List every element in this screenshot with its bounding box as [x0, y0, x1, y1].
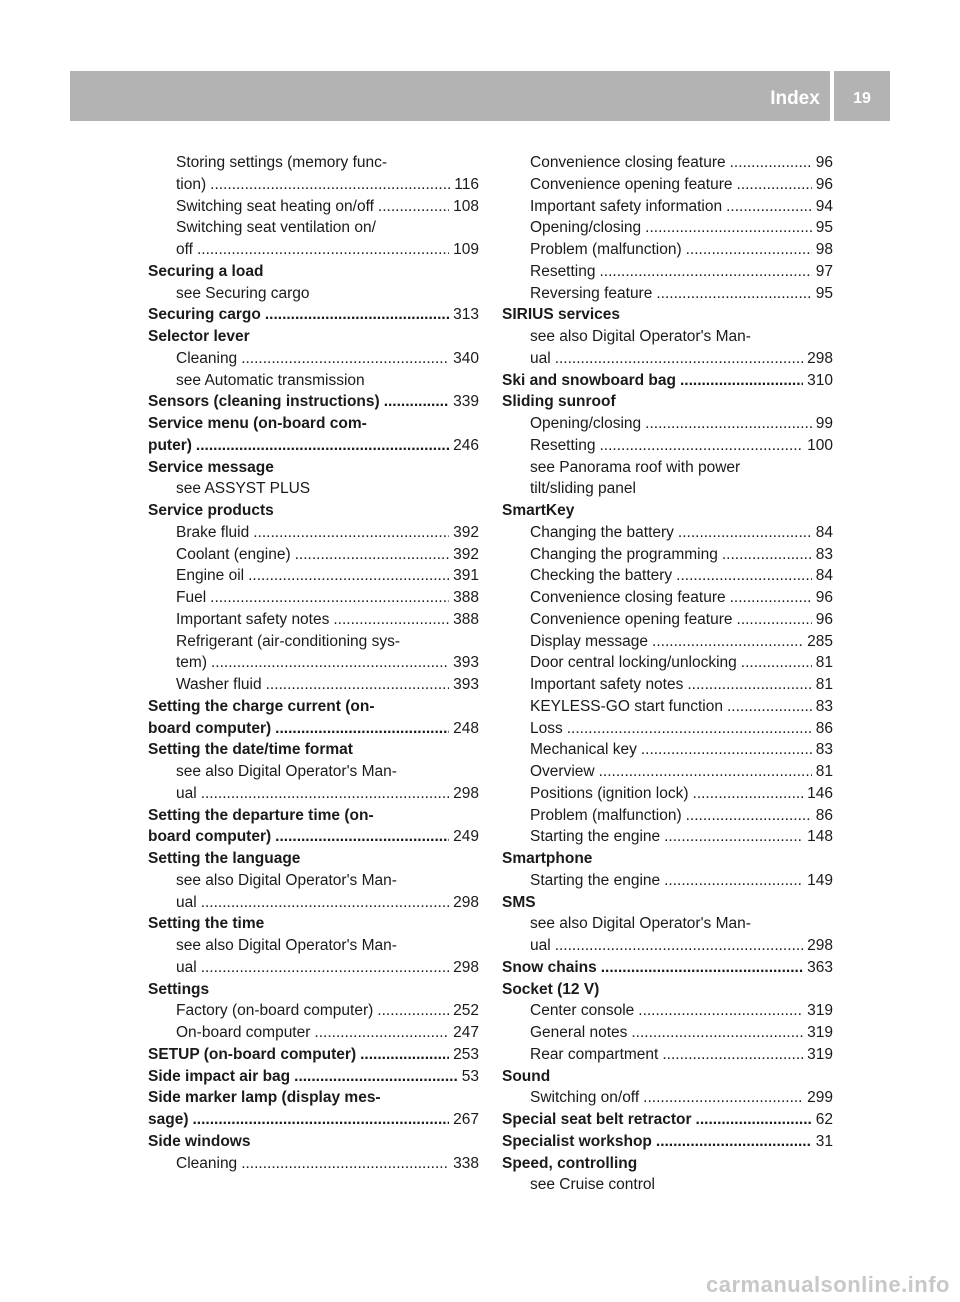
- index-entry: [148, 304, 479, 326]
- entry-text: Important safety notes: [530, 676, 684, 693]
- index-entry: Refrigerant (air-conditioning sys-: [176, 632, 400, 650]
- dot-leader: [687, 674, 811, 696]
- entry-text: Problem (malfunction): [530, 241, 682, 258]
- index-entry: Selector lever: [148, 328, 250, 345]
- index-entry: [502, 196, 833, 218]
- index-entry: see also Digital Operator's Man-: [176, 763, 397, 780]
- entry-page: 388: [453, 589, 479, 606]
- index-entry: [502, 957, 833, 979]
- entry-text: ual: [176, 784, 197, 802]
- entry-text: Convenience opening feature: [530, 175, 733, 193]
- entry-text: Special seat belt retractor: [502, 1111, 692, 1128]
- entry-page: 116: [454, 175, 479, 193]
- entry-text: Positions (ignition lock): [530, 784, 689, 802]
- dot-leader: [741, 652, 812, 674]
- index-entry: see also Digital Operator's Man-: [176, 937, 397, 954]
- index-entry: [502, 826, 833, 848]
- entry-text: KEYLESS-GO start function: [530, 697, 723, 715]
- entry-text: Cleaning: [176, 349, 238, 367]
- index-entry: see ASSYST PLUS: [176, 480, 311, 498]
- entry-page: 393: [453, 676, 479, 693]
- index-entry: [148, 565, 479, 587]
- index-entry: Sliding sunroof: [502, 393, 616, 411]
- index-entry: [502, 1044, 833, 1066]
- index-entry: [148, 892, 479, 914]
- index-entry: [502, 152, 833, 174]
- index-entry: Setting the date/time format: [148, 741, 353, 759]
- index-entry: [502, 283, 833, 305]
- entry-page: 248: [453, 719, 479, 737]
- entry-page: 249: [453, 828, 479, 846]
- index-entry: [148, 239, 479, 261]
- dot-leader: [201, 957, 449, 979]
- entry-text: ual: [530, 937, 551, 954]
- index-entry: Sound: [502, 1067, 551, 1085]
- index-entry: [502, 674, 833, 696]
- index-entry: SIRIUS services: [502, 306, 621, 324]
- entry-page: 339: [453, 393, 479, 411]
- entry-page: 298: [453, 784, 479, 802]
- index-entry: [148, 1066, 479, 1088]
- index-entry: Smartphone: [502, 850, 593, 867]
- dot-leader: [555, 348, 803, 370]
- index-entry: [148, 609, 479, 631]
- index-entry: [502, 587, 833, 609]
- entry-page: 84: [815, 523, 833, 541]
- entry-text: Important safety information: [530, 197, 723, 215]
- entry-page: 392: [453, 523, 479, 541]
- dot-leader: [193, 1109, 450, 1131]
- dot-leader: [248, 565, 449, 587]
- entry-page: 94: [815, 197, 833, 215]
- index-entry: Switching seat ventilation on/: [176, 219, 376, 237]
- entry-text: On-board computer: [176, 1024, 311, 1041]
- dot-leader: [314, 1022, 449, 1044]
- entry-text: Important safety notes: [176, 610, 330, 628]
- entry-page: 109: [453, 241, 479, 258]
- dot-leader: [599, 761, 812, 783]
- entry-page: 319: [807, 1002, 833, 1020]
- index-entry: [502, 370, 833, 392]
- index-entry: see Securing cargo: [176, 284, 310, 302]
- index-entry: see also Digital Operator's Man-: [530, 915, 751, 933]
- entry-text: Mechanical key: [530, 741, 637, 759]
- dot-leader: [599, 261, 811, 283]
- dot-leader: [730, 587, 812, 609]
- entry-text: board computer): [148, 828, 272, 846]
- dot-leader: [201, 892, 449, 914]
- index-entry: Service message: [148, 458, 274, 476]
- index-entry: see also Digital Operator's Man-: [176, 871, 397, 889]
- dot-leader: [360, 1044, 449, 1066]
- index-entry: [502, 805, 833, 827]
- entry-text: Switching on/off: [530, 1089, 640, 1107]
- dot-leader: [196, 435, 449, 457]
- dot-leader: [664, 870, 803, 892]
- dot-leader: [201, 783, 449, 805]
- index-entry: Setting the language: [148, 850, 301, 867]
- dot-leader: [737, 174, 812, 196]
- index-entry: [502, 1087, 833, 1109]
- index-entry: Service products: [148, 502, 274, 519]
- entry-page: 298: [453, 893, 479, 911]
- index-entry: [148, 391, 479, 413]
- entry-text: Convenience closing feature: [530, 154, 726, 171]
- entry-text: Convenience closing feature: [530, 589, 726, 606]
- page-number: 19: [834, 71, 890, 121]
- index-entry: Settings: [148, 980, 210, 998]
- entry-page: 98: [815, 241, 833, 258]
- dot-leader: [638, 1000, 803, 1022]
- entry-text: board computer): [148, 719, 272, 737]
- index-entry: SMS: [502, 893, 536, 911]
- dot-leader: [211, 652, 449, 674]
- dot-leader: [656, 283, 811, 305]
- dot-leader: [693, 783, 804, 805]
- dot-leader: [210, 587, 449, 609]
- index-entry: [148, 174, 479, 196]
- dot-leader: [266, 674, 450, 696]
- index-entry: see Panorama roof with power: [530, 458, 741, 476]
- dot-leader: [696, 1109, 812, 1131]
- index-entry: [502, 544, 833, 566]
- index-entry: [502, 435, 833, 457]
- index-entry: [148, 1109, 479, 1131]
- index-entry: [148, 718, 479, 740]
- entry-page: 252: [453, 1002, 479, 1020]
- entry-text: Opening/closing: [530, 219, 642, 237]
- entry-page: 148: [807, 828, 833, 846]
- dot-leader: [241, 1153, 449, 1175]
- entry-page: 391: [453, 567, 479, 585]
- index-entry: [502, 739, 833, 761]
- entry-text: Engine oil: [176, 567, 245, 585]
- dot-leader: [645, 217, 812, 239]
- index-entry: [502, 413, 833, 435]
- dot-leader: [555, 935, 803, 957]
- index-entry: [148, 1022, 479, 1044]
- entry-text: Snow chains: [502, 958, 597, 976]
- index-entry: [502, 348, 833, 370]
- index-entry: [502, 652, 833, 674]
- index-entry: [502, 261, 833, 283]
- entry-text: Factory (on-board computer): [176, 1002, 374, 1020]
- entry-page: 84: [815, 567, 833, 585]
- entry-text: Brake fluid: [176, 523, 250, 541]
- entry-page: 392: [453, 545, 479, 563]
- dot-leader: [275, 718, 449, 740]
- dot-leader: [599, 435, 803, 457]
- index-entry: [148, 957, 479, 979]
- entry-page: 298: [807, 937, 833, 954]
- entry-page: 95: [815, 284, 833, 302]
- entry-page: 310: [807, 371, 833, 389]
- entry-page: 83: [815, 697, 833, 715]
- entry-text: sage): [148, 1111, 189, 1128]
- dot-leader: [641, 739, 812, 761]
- dot-leader: [631, 1022, 803, 1044]
- entry-text: puter): [148, 436, 192, 454]
- index-entry: see Automatic transmission: [176, 371, 365, 389]
- entry-page: 95: [815, 219, 833, 237]
- index-entry: see also Digital Operator's Man-: [530, 328, 751, 345]
- entry-text: Washer fluid: [176, 676, 262, 693]
- dot-leader: [601, 957, 803, 979]
- dot-leader: [265, 304, 449, 326]
- dot-leader: [678, 522, 812, 544]
- entry-text: Starting the engine: [530, 871, 661, 889]
- index-entry: [502, 631, 833, 653]
- entry-text: Opening/closing: [530, 415, 642, 432]
- dot-leader: [275, 826, 449, 848]
- entry-page: 31: [815, 1132, 833, 1150]
- entry-page: 53: [461, 1067, 479, 1085]
- index-entry: [148, 1044, 479, 1066]
- entry-text: Coolant (engine): [176, 545, 291, 563]
- index-entry: [502, 761, 833, 783]
- index-entry: [148, 435, 479, 457]
- entry-page: 319: [807, 1024, 833, 1041]
- dot-leader: [662, 1044, 803, 1066]
- entry-page: 100: [807, 436, 833, 454]
- dot-leader: [737, 609, 812, 631]
- dot-leader: [294, 1066, 458, 1088]
- index-entry: Setting the departure time (on-: [148, 806, 374, 824]
- index-entry: [502, 718, 833, 740]
- entry-text: Resetting: [530, 436, 596, 454]
- dot-leader: [680, 370, 803, 392]
- index-entry: [502, 783, 833, 805]
- dot-leader: [253, 522, 449, 544]
- entry-text: General notes: [530, 1024, 628, 1041]
- entry-text: Checking the battery: [530, 567, 673, 585]
- index-entry: Speed, controlling: [502, 1154, 638, 1172]
- entry-page: 313: [453, 306, 479, 324]
- index-column-right: [502, 152, 833, 1196]
- entry-text: Display message: [530, 632, 649, 650]
- index-entry: [502, 1000, 833, 1022]
- dot-leader: [645, 413, 812, 435]
- entry-page: 246: [453, 436, 479, 454]
- entry-page: 363: [807, 958, 833, 976]
- entry-text: Reversing feature: [530, 284, 653, 302]
- entry-page: 146: [807, 784, 833, 802]
- entry-text: ual: [176, 893, 197, 911]
- entry-page: 86: [815, 806, 833, 824]
- entry-page: 299: [807, 1089, 833, 1107]
- entry-text: Center console: [530, 1002, 635, 1020]
- entry-page: 96: [815, 589, 833, 606]
- index-entry: [502, 522, 833, 544]
- page-title: Index: [770, 88, 820, 109]
- entry-page: 247: [453, 1024, 479, 1041]
- dot-leader: [377, 1000, 449, 1022]
- dot-leader: [210, 174, 450, 196]
- index-entry: Service menu (on-board com-: [148, 415, 367, 432]
- entry-text: tion): [176, 175, 207, 193]
- index-entry: Setting the time: [148, 915, 265, 933]
- dot-leader: [656, 1131, 812, 1153]
- entry-text: SETUP (on-board computer): [148, 1045, 357, 1063]
- entry-page: 319: [807, 1045, 833, 1063]
- entry-text: Sensors (cleaning instructions): [148, 393, 380, 411]
- entry-page: 285: [807, 632, 833, 650]
- entry-page: 99: [815, 415, 833, 432]
- index-entry: Socket (12 V): [502, 980, 600, 998]
- entry-page: 96: [815, 610, 833, 628]
- index-entry: [502, 217, 833, 239]
- index-entry: Storing settings (memory func-: [176, 154, 388, 171]
- entry-page: 83: [815, 545, 833, 563]
- entry-text: Resetting: [530, 262, 596, 280]
- dot-leader: [567, 718, 812, 740]
- index-entry: [148, 544, 479, 566]
- index-entry: [148, 587, 479, 609]
- entry-text: Overview: [530, 763, 595, 780]
- entry-text: Fuel: [176, 589, 207, 606]
- index-entry: [148, 674, 479, 696]
- entry-text: Changing the battery: [530, 523, 674, 541]
- dot-leader: [643, 1087, 803, 1109]
- entry-page: 81: [815, 676, 833, 693]
- index-entry: [502, 609, 833, 631]
- dot-leader: [197, 239, 449, 261]
- entry-text: Starting the engine: [530, 828, 661, 846]
- entry-text: ual: [176, 958, 197, 976]
- entry-text: Problem (malfunction): [530, 806, 682, 824]
- dot-leader: [295, 544, 450, 566]
- index-entry: [502, 870, 833, 892]
- dot-leader: [241, 348, 449, 370]
- entry-text: ual: [530, 349, 551, 367]
- entry-page: 298: [807, 349, 833, 367]
- index-entry: [148, 652, 479, 674]
- dot-leader: [722, 544, 812, 566]
- index-entry: [148, 783, 479, 805]
- dot-leader: [652, 631, 803, 653]
- entry-page: 253: [453, 1045, 479, 1063]
- entry-page: 338: [453, 1154, 479, 1172]
- entry-page: 388: [453, 610, 479, 628]
- entry-text: Ski and snowboard bag: [502, 371, 676, 389]
- dot-leader: [727, 696, 812, 718]
- entry-page: 86: [815, 719, 833, 737]
- index-entry: [148, 196, 479, 218]
- index-entry: [148, 1000, 479, 1022]
- index-entry: Side marker lamp (display mes-: [148, 1089, 381, 1107]
- entry-text: Door central locking/unlocking: [530, 654, 737, 672]
- index-entry: [148, 1153, 479, 1175]
- index-entry: [502, 239, 833, 261]
- entry-text: Convenience opening feature: [530, 610, 733, 628]
- entry-page: 267: [453, 1111, 479, 1128]
- index-entry: [148, 522, 479, 544]
- index-entry: see Cruise control: [530, 1176, 655, 1194]
- index-entry: Securing a load: [148, 262, 264, 280]
- index-entry: tilt/sliding panel: [530, 480, 636, 498]
- entry-page: 96: [815, 154, 833, 171]
- entry-page: 149: [807, 871, 833, 889]
- entry-text: Changing the programming: [530, 545, 718, 563]
- dot-leader: [686, 805, 812, 827]
- dot-leader: [664, 826, 803, 848]
- dot-leader: [730, 152, 812, 174]
- entry-page: 108: [453, 197, 479, 215]
- index-entry: [502, 1109, 833, 1131]
- entry-page: 393: [453, 654, 479, 672]
- index-entry: [502, 935, 833, 957]
- entry-text: Switching seat heating on/off: [176, 197, 374, 215]
- entry-text: Securing cargo: [148, 306, 261, 324]
- index-entry: Side windows: [148, 1132, 251, 1150]
- entry-page: 340: [453, 349, 479, 367]
- index-entry: [502, 174, 833, 196]
- dot-leader: [333, 609, 449, 631]
- header-bar: [70, 71, 830, 121]
- dot-leader: [726, 196, 812, 218]
- index-entry: [502, 696, 833, 718]
- entry-text: Rear compartment: [530, 1045, 659, 1063]
- index-entry: [502, 565, 833, 587]
- entry-page: 298: [453, 958, 479, 976]
- entry-text: off: [176, 241, 193, 258]
- entry-page: 83: [815, 741, 833, 759]
- entry-page: 81: [815, 654, 833, 672]
- entry-text: Loss: [530, 719, 563, 737]
- dot-leader: [686, 239, 812, 261]
- entry-page: 62: [815, 1111, 833, 1128]
- dot-leader: [676, 565, 812, 587]
- entry-text: Specialist workshop: [502, 1132, 652, 1150]
- index-entry: [502, 1131, 833, 1153]
- watermark: carmanualsonline.info: [706, 1272, 950, 1297]
- index-entry: SmartKey: [502, 502, 575, 519]
- entry-text: tem): [176, 654, 207, 672]
- index-column-left: [148, 152, 479, 1174]
- entry-page: 81: [815, 763, 833, 780]
- entry-text: Cleaning: [176, 1154, 238, 1172]
- entry-text: Side impact air bag: [148, 1067, 291, 1085]
- dot-leader: [384, 391, 449, 413]
- index-entry: [148, 826, 479, 848]
- entry-page: 97: [815, 262, 833, 280]
- dot-leader: [378, 196, 449, 218]
- index-entry: Setting the charge current (on-: [148, 697, 375, 715]
- entry-page: 96: [815, 175, 833, 193]
- index-entry: [148, 348, 479, 370]
- index-entry: [502, 1022, 833, 1044]
